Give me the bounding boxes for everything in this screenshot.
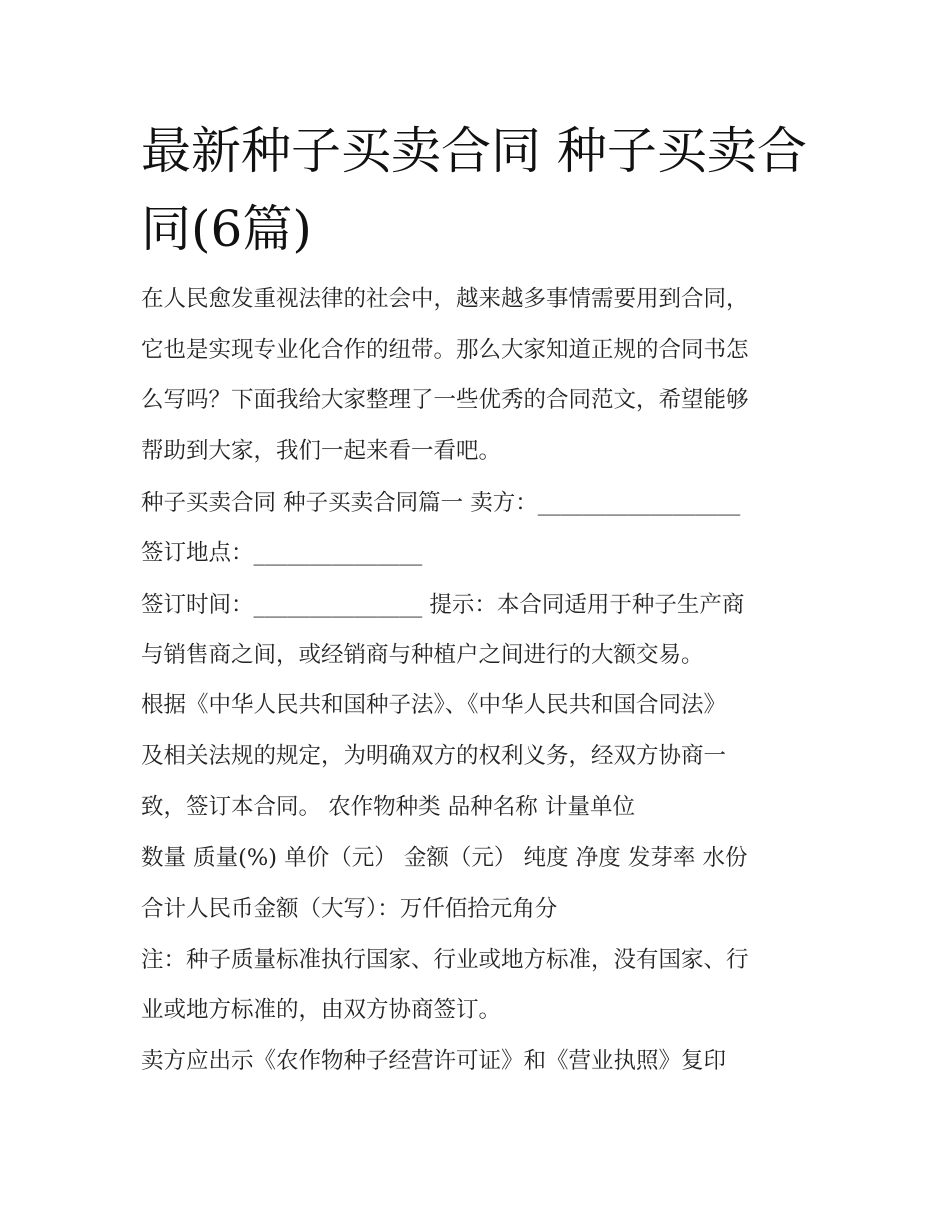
document-title: 最新种子买卖合同 种子买卖合同(6篇)	[141, 122, 807, 258]
body-line: 在人民愈发重视法律的社会中，越来越多事情需要用到合同，	[141, 286, 749, 312]
body-line: 签订时间：_______________ 提示：本合同适用于种子生产商	[141, 592, 745, 618]
body-line: 注：种子质量标准执行国家、行业或地方标准，没有国家、行	[141, 947, 749, 973]
body-line: 帮助到大家，我们一起来看一看吧。	[141, 438, 502, 464]
body-line: 数量 质量(%) 单价（元） 金额（元） 纯度 净度 发芽率 水份	[141, 845, 748, 871]
body-line: 签订地点：_______________	[141, 540, 423, 566]
body-line: 致，签订本合同。 农作物种类 品种名称 计量单位	[141, 794, 635, 820]
body-line: 卖方应出示《农作物种子经营许可证》和《营业执照》复印	[141, 1048, 727, 1074]
body-line: 种子买卖合同 种子买卖合同篇一 卖方：__________________	[141, 490, 741, 516]
body-line: 它也是实现专业化合作的纽带。那么大家知道正规的合同书怎	[141, 337, 749, 363]
body-line: 与销售商之间，或经销商与种植户之间进行的大额交易。	[141, 642, 704, 668]
body-line: 及相关法规的规定，为明确双方的权利义务，经双方协商一	[141, 743, 727, 769]
body-line: 根据《中华人民共和国种子法》、《中华人民共和国合同法》	[141, 692, 727, 718]
body-line: 业或地方标准的，由双方协商签订。	[141, 997, 502, 1023]
body-line: 么写吗？下面我给大家整理了一些优秀的合同范文，希望能够	[141, 387, 749, 413]
body-line: 合计人民币金额（大写）：万仟佰拾元角分	[141, 896, 558, 922]
